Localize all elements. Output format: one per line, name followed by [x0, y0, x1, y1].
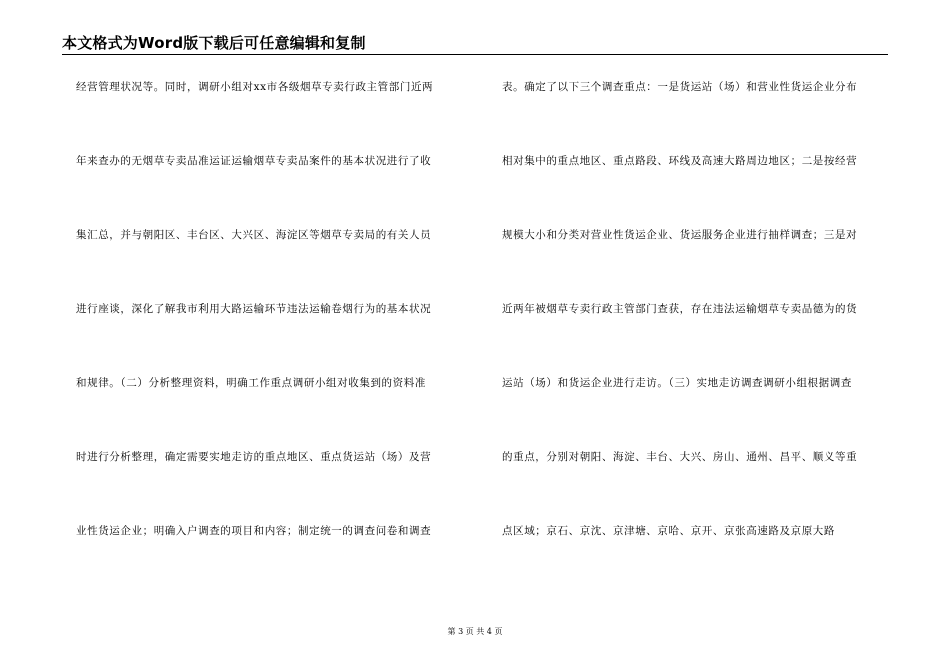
- text-line: 运站（场）和货运企业进行走访。（三）实地走访调查调研小组根据调查: [502, 377, 852, 389]
- page-header: [62, 34, 888, 55]
- text-line: 年来查办的无烟草专卖品准运证运输烟草专卖品案件的基本状况进行了收: [76, 155, 432, 167]
- text-line: 表。确定了以下三个调查重点：一是货运站（场）和营业性货运企业分布: [502, 81, 858, 93]
- text-line: 经营管理状况等。同时，调研小组对xx市各级烟草专卖行政主管部门近两: [76, 81, 434, 93]
- document-title: 本文格式为Word版下载后可任意编辑和复制: [62, 34, 366, 52]
- text-line: 和规律。（二）分析整理资料，明确工作重点调研小组对收集到的资料准: [76, 377, 426, 389]
- text-line: 集汇总，并与朝阳区、丰台区、大兴区、海淀区等烟草专卖局的有关人员: [76, 229, 432, 241]
- text-line: 业性货运企业；明确入户调查的项目和内容；制定统一的调查问卷和调查: [76, 525, 432, 537]
- text-line: 规模大小和分类对营业性货运企业、货运服务企业进行抽样调查；三是对: [502, 229, 858, 241]
- text-line: 进行座谈，深化了解我市利用大路运输环节违法运输卷烟行为的基本状况: [76, 303, 432, 315]
- text-line: 近两年被烟草专卖行政主管部门查获，存在违法运输烟草专卖品德为的货: [502, 303, 858, 315]
- page-number-footer: 第 3 页 共 4 页: [447, 627, 503, 636]
- text-line: 相对集中的重点地区、重点路段、环线及高速大路周边地区；二是按经营: [502, 155, 858, 167]
- text-line: 时进行分析整理，确定需要实地走访的重点地区、重点货运站（场）及营: [76, 451, 432, 463]
- text-line: 的重点，分别对朝阳、海淀、丰台、大兴、房山、通州、昌平、顺义等重: [502, 451, 858, 463]
- text-line: 点区域；京石、京沈、京津塘、京哈、京开、京张高速路及京原大路: [502, 525, 835, 537]
